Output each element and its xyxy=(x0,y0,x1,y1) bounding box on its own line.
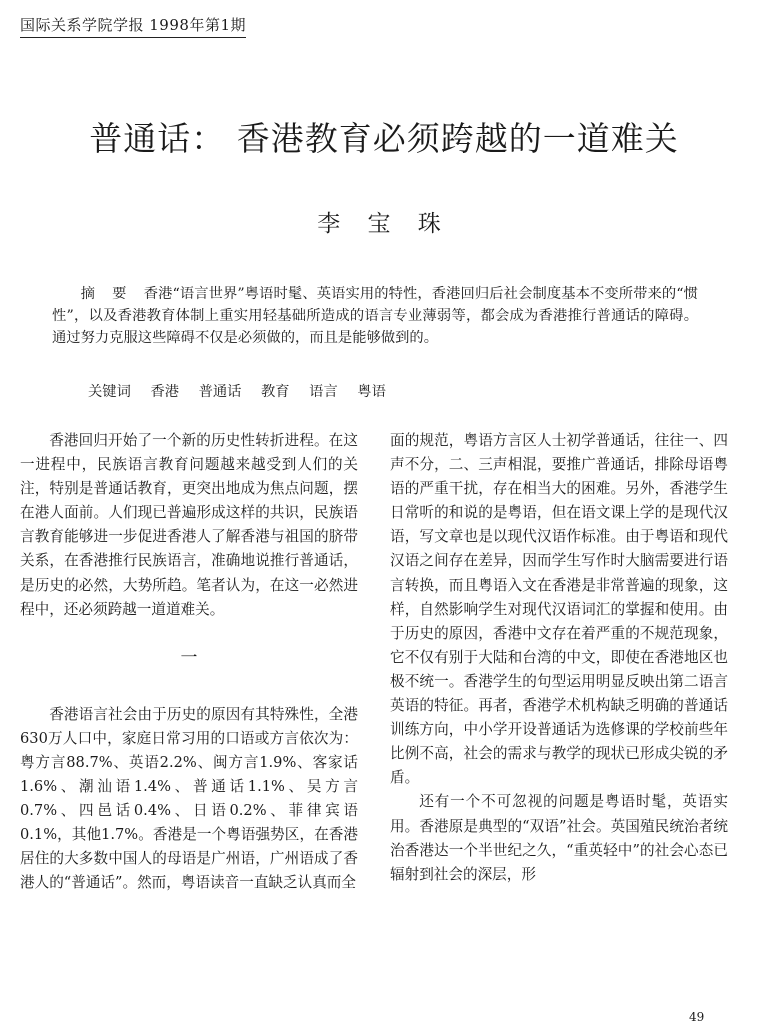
section-number: 一 xyxy=(180,647,198,668)
abstract-label: 摘要 xyxy=(80,286,144,302)
body-column-left xyxy=(20,429,358,896)
abstract-paragraph xyxy=(52,283,698,349)
keywords-label: 关键词 xyxy=(88,384,131,400)
body-paragraph: 还有一个不可忽视的问题是粤语时髦，英语实用。香港原是典型的“双语”社会。英国殖民统治者统治香港达一个半世纪之久，“重英轻中”的社会心态已辐射到社会的深层，形 xyxy=(390,793,728,883)
author-name: 李 宝 珠 xyxy=(317,211,451,237)
body-paragraph: 香港回归开始了一个新的历史性转折进程。在这一进程中，民族语言教育问题越来越受到人们的关注，特别是普通话教育，更突出地成为焦点问题，摆在港人面前。人们现已普遍形成这样的共识，民族语言教育能够进一步促进香港人了解香港与祖国的脐带关系，在香港推行民族语言，准确地说推行普通话，是历史的必然，大势所趋。笔者认为，在这一必然进程中，还必须跨越一道道难关。 xyxy=(20,432,358,618)
keyword: 香港 xyxy=(150,384,180,400)
abstract xyxy=(52,283,698,349)
keyword: 普通话 xyxy=(198,384,242,400)
keyword: 语言 xyxy=(309,384,338,400)
body-column-right xyxy=(390,429,728,887)
running-header: 国际关系学院学报 1998年第1期 xyxy=(20,14,246,38)
keyword: 粤语 xyxy=(357,384,386,400)
body-paragraph: 香港语言社会由于历史的原因有其特殊性，全港630万人口中，家庭日常习用的口语或方言依次为：粤方言88.7%、英语2.2%、闽方言1.9%、客家话1.6%、潮汕语1.4%、普通话1.1%、吴方言0.7%、四邑话0.4%、日语0.2%、菲律宾语0.1%，其他1.7%。香港是一个粤语强势区，在香港居住的大多数中国人的母语是广州语，广州语成了香港人的“普通话”。然而，粤语读音一直缺乏认真而全 xyxy=(20,705,358,892)
body-paragraph: 面的规范，粤语方言区人士初学普通话，往往一、四声不分，二、三声相混，要推广普通话，排除母语粤语的严重干扰，存在相当大的困难。另外，香港学生日常听的和说的是粤语，但在语文课上学的是现代汉语，写文章也是以现代汉语作标准。由于粤语和现代汉语之间存在差异，因而学生写作时大脑需要进行语言转换，而且粤语入文在香港是非常普遍的现象，这样，自然影响学生对现代汉语词汇的掌握和使用。由于历史的原因，香港中文存在着严重的不规范现象，它不仅有别于大陆和台湾的中文，即使在香港地区也极不统一。香港学生的句型运用明显反映出第二语言英语的特征。再者，香港学术机构缺乏明确的普通话训练方向，中小学开设普通话为选修课的学校前些年比例不高，社会的需求与教学的现状已形成尖锐的矛盾。 xyxy=(390,432,728,787)
abstract-text: 香港“语言世界”粤语时髦、英语实用的特性，香港回归后社会制度基本不变所带来的“惯性”，以及香港教育体制上重实用轻基础所造成的语言专业薄弱等，都会成为香港推行普通话的障碍。通过努力克服这些障碍不仅是必须做的，而且是能够做到的。 xyxy=(52,286,698,346)
keyword: 教育 xyxy=(261,384,290,400)
keywords xyxy=(88,381,401,401)
page-number: 49 xyxy=(689,1010,705,1024)
article-title: 普通话： 香港教育必须跨越的一道难关 xyxy=(89,119,679,158)
